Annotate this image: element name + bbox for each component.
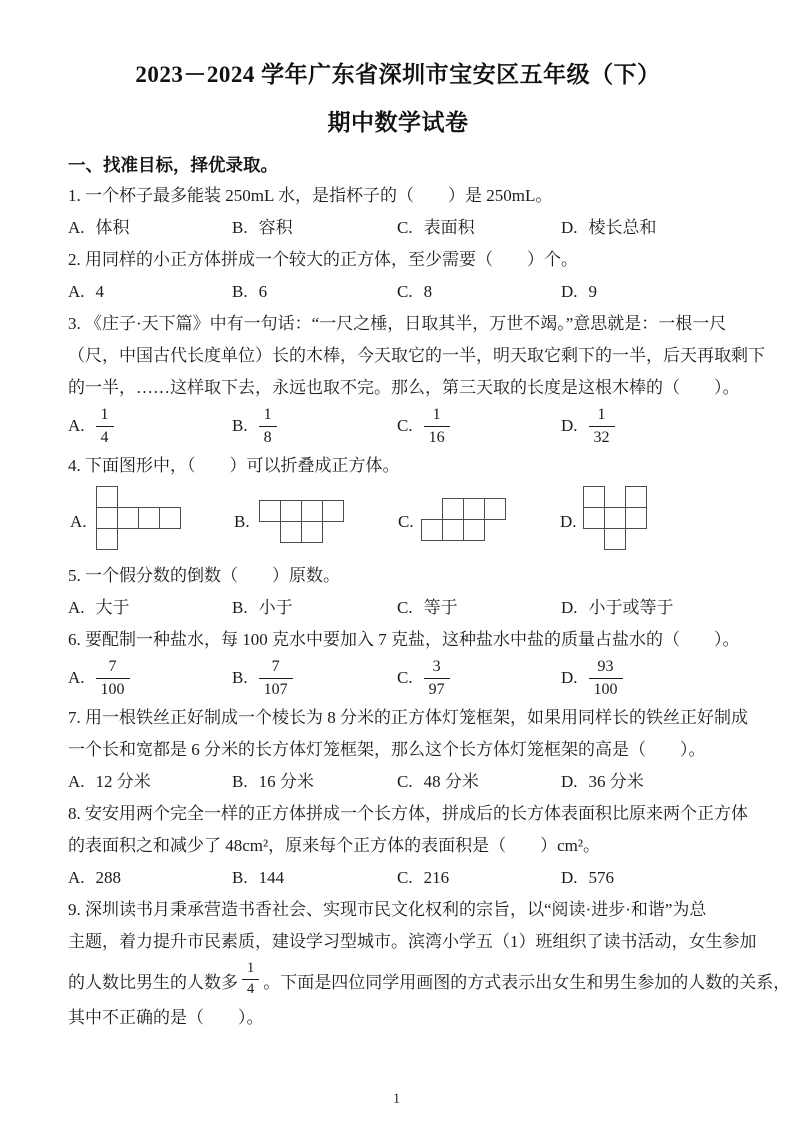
fraction (96, 405, 114, 446)
fraction (242, 960, 259, 998)
net-cell (301, 521, 323, 543)
net-cell (96, 507, 118, 529)
fraction-denominator: 97 (428, 680, 445, 698)
fraction-numerator: 3 (424, 657, 450, 678)
question-8-option-d (561, 862, 728, 894)
option-label: A. (68, 282, 85, 301)
fraction-denominator: 100 (100, 680, 125, 698)
question-6-option-b (232, 658, 397, 699)
page-number: 1 (392, 1091, 401, 1107)
fraction-denominator: 32 (593, 428, 610, 446)
net-label-b: B. (234, 512, 250, 531)
question-5-text: 5. 一个假分数的倒数（ ）原数。 (68, 566, 340, 585)
option-text: 144 (258, 868, 285, 887)
option-text: 216 (423, 868, 450, 887)
option-label: B. (232, 218, 248, 237)
net-cell (583, 486, 605, 508)
option-label: A. (68, 667, 85, 687)
option-text: 16 分米 (258, 772, 314, 791)
net-cell (301, 500, 323, 522)
fraction-numerator: 7 (259, 657, 293, 678)
net-cell (280, 500, 302, 522)
option-label: C. (397, 667, 413, 687)
net-label-d: D. (560, 512, 577, 531)
question-5-option-d (561, 592, 728, 624)
option-label: D. (561, 772, 578, 791)
net-cell (96, 528, 118, 550)
option-label: B. (232, 598, 248, 617)
option-text: 576 (588, 868, 615, 887)
fraction-denominator: 8 (263, 428, 272, 446)
net-cell (463, 498, 485, 520)
question-1-option-b (232, 212, 397, 244)
option-text: 等于 (423, 598, 458, 617)
question-1-option-d (561, 212, 728, 244)
option-label: C. (397, 598, 413, 617)
net-cell (463, 519, 485, 541)
option-text: 棱长总和 (588, 218, 657, 237)
question-7-text-line1: 7. 用一根铁丝正好制成一个棱长为 8 分米的正方体灯笼框架，如果用同样长的铁丝正好制成 (68, 708, 748, 727)
question-5-options (68, 592, 728, 624)
net-cell (259, 500, 281, 522)
question-2-option-d (561, 276, 728, 308)
option-label: B. (232, 667, 248, 687)
cube-net-diagram-d (583, 486, 647, 550)
question-4-cube-net-diagrams (68, 484, 728, 560)
question-9-text-line3 (68, 958, 791, 1002)
option-text: 4 (95, 282, 105, 301)
question-1-text: 1. 一个杯子最多能装 250mL 水，是指杯子的（ ）是 250mL。 (68, 186, 553, 205)
fraction-numerator: 1 (589, 405, 615, 426)
cube-net-diagram-b (259, 500, 344, 543)
option-label: B. (232, 282, 248, 301)
exam-title-line2: 期中数学试卷 (327, 110, 469, 135)
net-cell (138, 507, 160, 529)
option-label: D. (561, 598, 578, 617)
question-1-option-c (397, 212, 561, 244)
question-9-text-line4: 其中不正确的是（ ）。 (68, 1008, 264, 1027)
net-cell (604, 528, 626, 550)
fraction (96, 657, 130, 698)
question-6-options (68, 656, 728, 702)
option-text: 48 分米 (423, 772, 479, 791)
question-3-text-line1: 3. 《庄子·天下篇》中有一句话：“一尺之棰，日取其半，万世不竭。”意思就是：一根一尺 (68, 314, 727, 333)
question-3-text-line3: 的一半，……这样取下去，永远也取不完。那么，第三天取的长度是这根木棒的（ ）。 (68, 378, 740, 397)
question-2-option-c (397, 276, 561, 308)
question-3-text-line2: （尺，中国古代长度单位）长的木棒，今天取它的一半，明天取它剩下的一半，后天再取剩下 (68, 346, 765, 365)
option-label: C. (397, 282, 413, 301)
question-6-option-c (397, 658, 561, 699)
fraction (259, 657, 293, 698)
option-text: 12 分米 (95, 772, 151, 791)
question-9-text-line1: 9. 深圳读书月秉承营造书香社会、实现市民文化权利的宗旨，以“阅读·进步·和谐”为总 (68, 900, 707, 919)
question-7-option-d (561, 766, 728, 798)
question-8-option-a (68, 862, 232, 894)
net-cell (442, 519, 464, 541)
question-7-text-line2: 一个长和宽都是 6 分米的长方体灯笼框架，那么这个长方体灯笼框架的高是（ ）。 (68, 740, 706, 759)
net-cell (280, 521, 302, 543)
line3-post-text: 。下面是四位同学用画图的方式表示出女生和男生参加的人数的关系， (263, 972, 791, 992)
question-3-option-a (68, 406, 232, 447)
question-9-text-line2: 主题，着力提升市民素质，建设学习型城市。滨湾小学五（1）班组织了读书活动，女生参加 (68, 932, 757, 951)
net-cell (604, 507, 626, 529)
question-7-option-b (232, 766, 397, 798)
option-text: 36 分米 (588, 772, 644, 791)
question-7-option-c (397, 766, 561, 798)
option-text: 288 (95, 868, 122, 887)
fraction-numerator: 1 (259, 405, 277, 426)
question-2-option-a (68, 276, 232, 308)
option-text: 8 (423, 282, 433, 301)
option-label: D. (561, 667, 578, 687)
cube-net-diagram-a (96, 486, 181, 550)
question-1-options (68, 212, 728, 244)
question-3-option-c (397, 406, 561, 447)
question-6-option-d (561, 658, 728, 699)
net-cell (421, 519, 443, 541)
option-text: 表面积 (423, 218, 475, 237)
fraction (424, 657, 450, 698)
question-5-option-b (232, 592, 397, 624)
net-cell (159, 507, 181, 529)
fraction-numerator: 1 (424, 405, 450, 426)
question-8-options (68, 862, 728, 894)
question-2-option-b (232, 276, 397, 308)
fraction-denominator: 4 (247, 980, 255, 997)
option-label: D. (561, 218, 578, 237)
cube-net-diagram-c (421, 498, 506, 541)
question-2-text: 2. 用同样的小正方体拼成一个较大的正方体，至少需要（ ）个。 (68, 250, 578, 269)
option-label: A. (68, 218, 85, 237)
question-3-options (68, 404, 728, 450)
question-6-text: 6. 要配制一种盐水，每 100 克水中要加入 7 克盐，这种盐水中盐的质量占盐水的（ ）。 (68, 630, 740, 649)
section-header: 一、找准目标，择优录取。 (68, 155, 278, 175)
net-cell (96, 486, 118, 508)
option-label: C. (397, 868, 413, 887)
option-label: B. (232, 772, 248, 791)
option-label: A. (68, 598, 85, 617)
option-label: C. (397, 415, 413, 435)
fraction (259, 405, 277, 446)
question-7-options (68, 766, 728, 798)
fraction-denominator: 100 (593, 680, 618, 698)
exam-title-line1: 2023－2024 学年广东省深圳市宝安区五年级（下） (135, 62, 661, 87)
option-label: D. (561, 415, 578, 435)
fraction-denominator: 107 (263, 680, 288, 698)
option-text: 小于 (258, 598, 293, 617)
option-text: 大于 (95, 598, 130, 617)
option-label: C. (397, 218, 413, 237)
question-4-text: 4. 下面图形中，（ ）可以折叠成正方体。 (68, 456, 400, 475)
option-text: 小于或等于 (588, 598, 674, 617)
line3-pre-text: 的人数比男生的人数多 (68, 972, 238, 992)
question-8-text-line1: 8. 安安用两个完全一样的正方体拼成一个长方体，拼成后的长方体表面积比原来两个正方体 (68, 804, 748, 823)
fraction-denominator: 16 (428, 428, 445, 446)
question-8-option-c (397, 862, 561, 894)
option-text: 容积 (258, 218, 293, 237)
question-6-option-a (68, 658, 232, 699)
net-cell (625, 486, 647, 508)
fraction (589, 657, 623, 698)
net-cell (322, 500, 344, 522)
fraction (589, 405, 615, 446)
fraction-numerator: 1 (242, 960, 259, 979)
option-label: A. (68, 772, 85, 791)
question-7-option-a (68, 766, 232, 798)
question-1-option-a (68, 212, 232, 244)
fraction-numerator: 93 (589, 657, 623, 678)
fraction (424, 405, 450, 446)
question-5-option-a (68, 592, 232, 624)
option-label: C. (397, 772, 413, 791)
net-label-c: C. (398, 512, 414, 531)
net-label-a: A. (70, 512, 87, 531)
fraction-denominator: 4 (100, 428, 109, 446)
question-5-option-c (397, 592, 561, 624)
net-cell (442, 498, 464, 520)
option-label: D. (561, 868, 578, 887)
question-2-options (68, 276, 728, 308)
fraction-numerator: 1 (96, 405, 114, 426)
option-label: D. (561, 282, 578, 301)
question-8-option-b (232, 862, 397, 894)
question-3-option-b (232, 406, 397, 447)
question-3-option-d (561, 406, 728, 447)
option-label: A. (68, 415, 85, 435)
fraction-numerator: 7 (96, 657, 130, 678)
option-label: B. (232, 868, 248, 887)
option-text: 9 (588, 282, 598, 301)
net-cell (625, 507, 647, 529)
option-label: B. (232, 415, 248, 435)
option-text: 体积 (95, 218, 130, 237)
question-8-text-line2: 的表面积之和减少了 48cm²，原来每个正方体的表面积是（ ）cm²。 (68, 836, 600, 855)
option-label: A. (68, 868, 85, 887)
net-cell (117, 507, 139, 529)
net-cell (484, 498, 506, 520)
option-text: 6 (258, 282, 268, 301)
net-cell (583, 507, 605, 529)
